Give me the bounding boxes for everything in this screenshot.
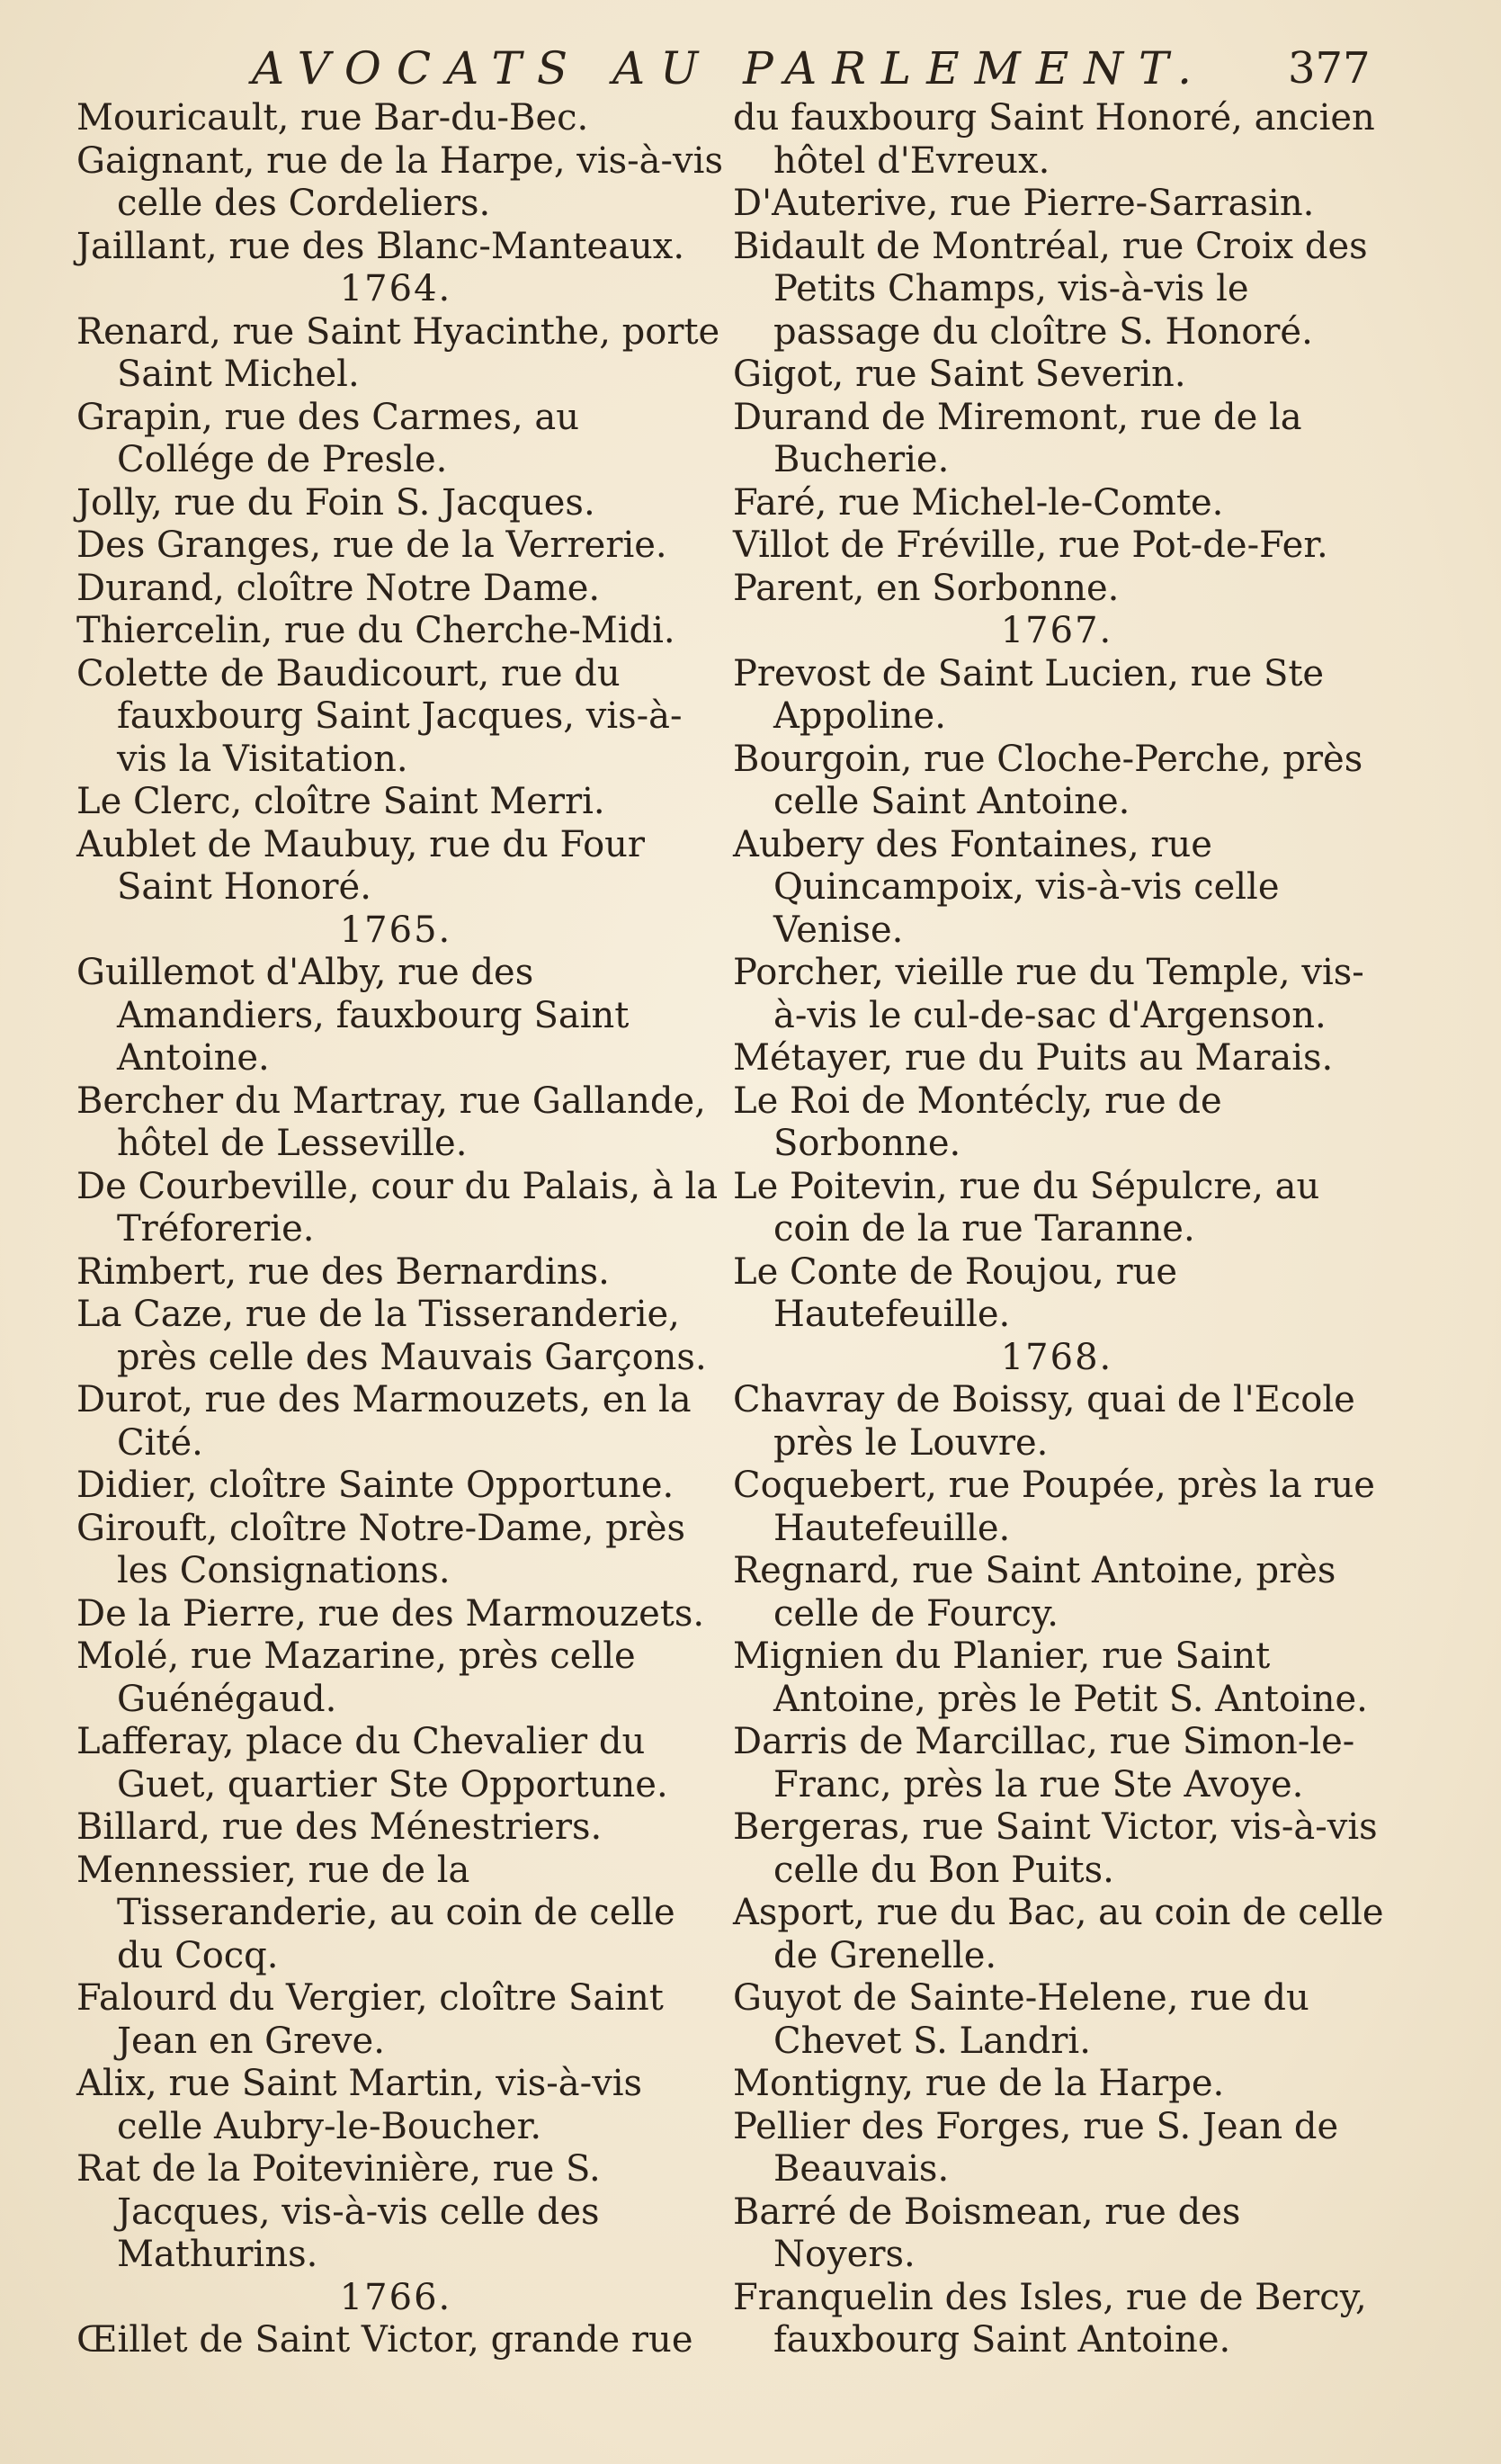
directory-entry: Bourgoin, rue Cloche-Perche, près celle Saint Antoine. xyxy=(733,738,1363,822)
directory-entry: La Caze, rue de la Tisseranderie, près celle des Mauvais Garçons. xyxy=(76,1294,707,1378)
left-column xyxy=(76,97,724,2362)
directory-entry: Le Clerc, cloître Saint Merri. xyxy=(76,781,605,822)
directory-entry: Guillemot d'Alby, rue des Amandiers, fauxbourg Saint Antoine. xyxy=(76,952,630,1079)
directory-entry: Bercher du Martray, rue Gallande, hôtel de Lesseville. xyxy=(76,1080,706,1164)
directory-entry: Prevost de Saint Lucien, rue Ste Appoline. xyxy=(733,652,1325,737)
directory-entry: Asport, rue du Bac, au coin de celle de Grenelle. xyxy=(733,1892,1384,1976)
directory-entry: Villot de Fréville, rue Pot-de-Fer. xyxy=(733,524,1328,566)
directory-entry: Rat de la Poitevinière, rue S. Jacques, vis-à-vis celle des Mathurins. xyxy=(76,2148,601,2275)
directory-entry: Billard, rue des Ménestriers. xyxy=(76,1806,603,1848)
directory-entry: Aublet de Maubuy, rue du Four Saint Honoré. xyxy=(76,823,646,908)
directory-entry: Regnard, rue Saint Antoine, près celle de Fourcy. xyxy=(733,1550,1336,1635)
directory-entry: Alix, rue Saint Martin, vis-à-vis celle Aubry-le-Boucher. xyxy=(76,2063,643,2147)
directory-entry: Durot, rue des Marmouzets, en la Cité. xyxy=(76,1379,692,1464)
directory-entry: De la Pierre, rue des Marmouzets. xyxy=(76,1592,705,1635)
year-heading: 1767. xyxy=(1000,610,1113,651)
directory-entry: Chavray de Boissy, quai de l'Ecole près le Louvre. xyxy=(733,1379,1355,1464)
year-heading: 1764. xyxy=(339,268,452,309)
directory-entry: Durand, cloître Notre Dame. xyxy=(76,567,601,609)
directory-entry: Le Roi de Montécly, rue de Sorbonne. xyxy=(733,1080,1222,1164)
directory-entry: Pellier des Forges, rue S. Jean de Beauvais. xyxy=(733,2105,1339,2190)
directory-entry: Métayer, rue du Puits au Marais. xyxy=(733,1037,1334,1079)
directory-entry: Molé, rue Mazarine, près celle Guénégaud. xyxy=(76,1635,636,1720)
directory-entry: Jaillant, rue des Blanc-Manteaux. xyxy=(76,225,685,267)
directory-entry: Mennessier, rue de la Tisseranderie, au coin de celle du Cocq. xyxy=(76,1849,675,1976)
directory-entry: Franquelin des Isles, rue de Bercy, fauxbourg Saint Antoine. xyxy=(733,2276,1367,2361)
directory-entry: Thiercelin, rue du Cherche-Midi. xyxy=(76,610,675,651)
page-number: 377 xyxy=(1288,43,1371,94)
directory-entry: Falourd du Vergier, cloître Saint Jean en Greve. xyxy=(76,1977,664,2062)
page-header xyxy=(0,34,1501,97)
directory-entry: Des Granges, rue de la Verrerie. xyxy=(76,524,667,566)
directory-entry: Renard, rue Saint Hyacinthe, porte Saint Michel. xyxy=(76,310,720,395)
directory-entry: Durand de Miremont, rue de la Bucherie. xyxy=(733,396,1302,480)
directory-entry: Le Poitevin, rue du Sépulcre, au coin de la rue Taranne. xyxy=(733,1165,1320,1250)
directory-entry: Le Conte de Roujou, rue Hautefeuille. xyxy=(733,1250,1178,1335)
year-heading: 1766. xyxy=(339,2276,452,2318)
directory-entry: De Courbeville, cour du Palais, à la Tréforerie. xyxy=(76,1165,719,1250)
directory-entry: Didier, cloître Sainte Opportune. xyxy=(76,1465,675,1506)
directory-entry: Mignien du Planier, rue Saint Antoine, près le Petit S. Antoine. xyxy=(733,1635,1368,1720)
year-heading: 1765. xyxy=(339,909,452,951)
directory-entry: Œillet de Saint Victor, grande rue xyxy=(76,2319,693,2361)
directory-entry: Jolly, rue du Foin S. Jacques. xyxy=(76,481,595,524)
directory-entry: Rimbert, rue des Bernardins. xyxy=(76,1250,610,1293)
directory-entry: Colette de Baudicourt, rue du fauxbourg Saint Jacques, vis-à-vis la Visitation. xyxy=(76,652,683,780)
directory-entry: du fauxbourg Saint Honoré, ancien hôtel d'Evreux. xyxy=(733,97,1375,182)
directory-entry: Lafferay, place du Chevalier du Guet, quartier Ste Opportune. xyxy=(76,1721,668,1805)
directory-entry: Faré, rue Michel-le-Comte. xyxy=(733,481,1224,524)
directory-entry: Coquebert, rue Poupée, près la rue Hautefeuille. xyxy=(733,1465,1375,1549)
directory-entry: Guyot de Sainte-Helene, rue du Chevet S. Landri. xyxy=(733,1977,1309,2062)
directory-entry: Mouricault, rue Bar-du-Bec. xyxy=(76,97,589,139)
right-column xyxy=(733,97,1389,2362)
directory-entry: Parent, en Sorbonne. xyxy=(733,567,1120,609)
directory-entry: Grapin, rue des Carmes, au Collége de Presle. xyxy=(76,396,580,480)
running-head: AVOCATS AU PARLEMENT. xyxy=(252,42,1207,94)
directory-entry: Darris de Marcillac, rue Simon-le-Franc, près la rue Ste Avoye. xyxy=(733,1721,1355,1805)
directory-entry: Porcher, vieille rue du Temple, vis-à-vis le cul-de-sac d'Argenson. xyxy=(733,952,1364,1036)
directory-entry: Bergeras, rue Saint Victor, vis-à-vis celle du Bon Puits. xyxy=(733,1806,1378,1891)
directory-entry: Girouft, cloître Notre-Dame, près les Consignations. xyxy=(76,1507,686,1591)
directory-entry: Bidault de Montréal, rue Croix des Petits Champs, vis-à-vis le passage du cloître S. Honoré. xyxy=(733,225,1368,353)
directory-entry: Gigot, rue Saint Severin. xyxy=(733,354,1186,395)
directory-entry: Montigny, rue de la Harpe. xyxy=(733,2063,1225,2104)
directory-entry: Barré de Boismean, rue des Noyers. xyxy=(733,2191,1241,2275)
directory-entry: Gaignant, rue de la Harpe, vis-à-vis celle des Cordeliers. xyxy=(76,139,723,224)
directory-entry: D'Auterive, rue Pierre-Sarrasin. xyxy=(733,183,1315,224)
directory-entry: Aubery des Fontaines, rue Quincampoix, vis-à-vis celle Venise. xyxy=(733,823,1280,951)
year-heading: 1768. xyxy=(1000,1336,1113,1378)
